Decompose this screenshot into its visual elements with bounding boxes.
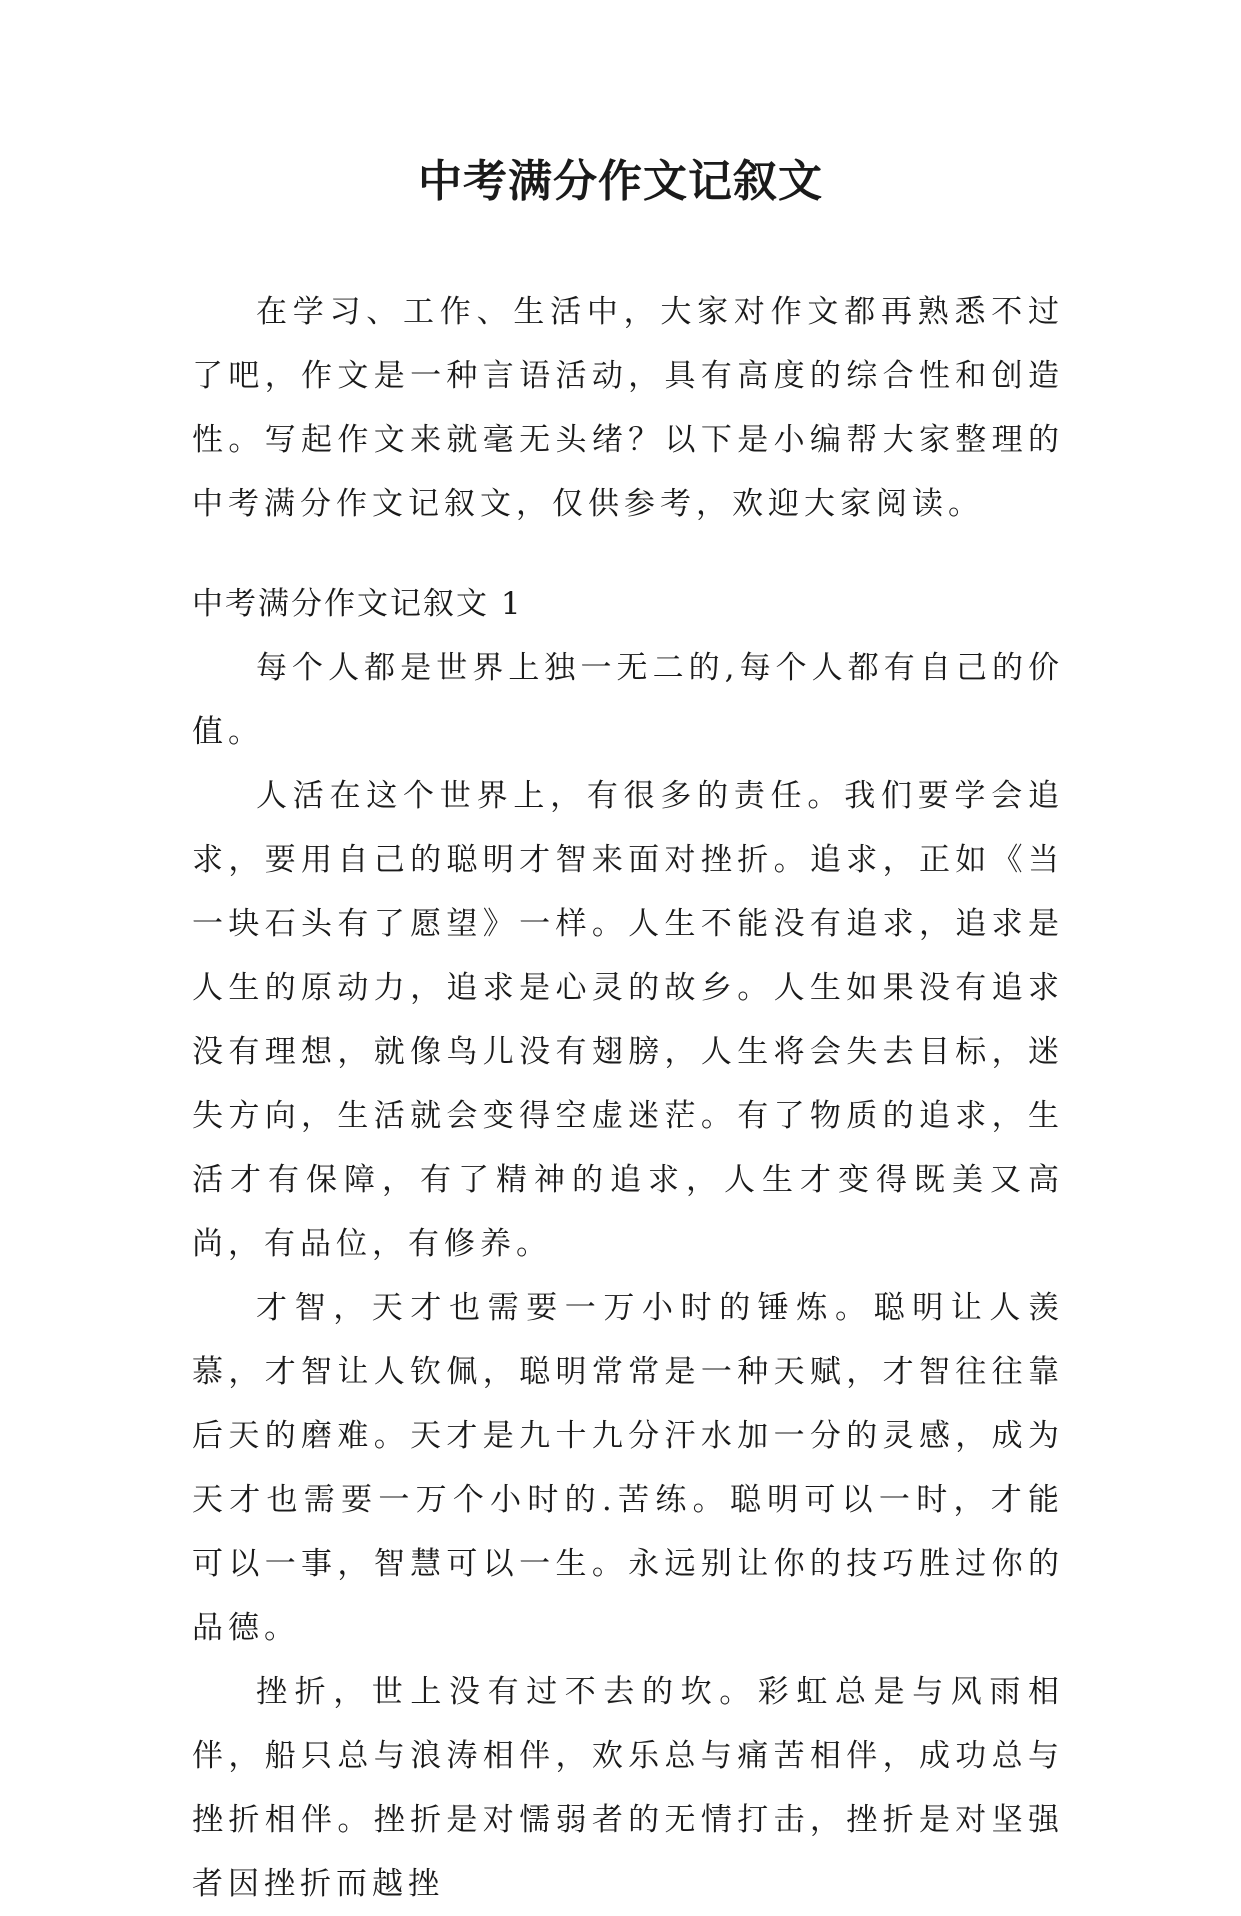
essay-paragraph: 每个人都是世界上独一无二的,每个人都有自己的价值。 bbox=[192, 650, 1064, 750]
essay-paragraph: 才智，天才也需要一万小时的锤炼。聪明让人羡慕，才智让人钦佩，聪明常常是一种天赋，才智往往靠后天的磨难。天才是九十九分汗水加一分的灵感，成为天才也需要一万个小时的.苦练。聪明可以一时，才能可以一事，智慧可以一生。永远别让你的技巧胜过你的品德。 bbox=[192, 1290, 1064, 1646]
essay-paragraph: 挫折，世上没有过不去的坎。彩虹总是与风雨相伴，船只总与浪涛相伴，欢乐总与痛苦相伴，成功总与挫折相伴。挫折是对懦弱者的无情打击，挫折是对坚强者因挫折而越挫 bbox=[192, 1674, 1064, 1902]
intro-paragraph: 在学习、工作、生活中，大家对作文都再熟悉不过了吧，作文是一种言语活动，具有高度的综合性和创造性。写起作文来就毫无头绪？以下是小编帮大家整理的中考满分作文记叙文，仅供参考，欢迎大家阅读。 bbox=[192, 294, 1064, 522]
document-title: 中考满分作文记叙文 bbox=[418, 156, 823, 207]
section-heading: 中考满分作文记叙文 1 bbox=[192, 586, 523, 622]
essay-paragraph: 人活在这个世界上，有很多的责任。我们要学会追求，要用自己的聪明才智来面对挫折。追求，正如《当一块石头有了愿望》一样。人生不能没有追求，追求是人生的原动力，追求是心灵的故乡。人生如果没有追求没有理想，就像鸟儿没有翅膀，人生将会失去目标，迷失方向，生活就会变得空虚迷茫。有了物质的追求，生活才有保障，有了精神的追求，人生才变得既美又高尚，有品位，有修养。 bbox=[192, 778, 1064, 1262]
essay-body bbox=[192, 636, 1064, 1902]
